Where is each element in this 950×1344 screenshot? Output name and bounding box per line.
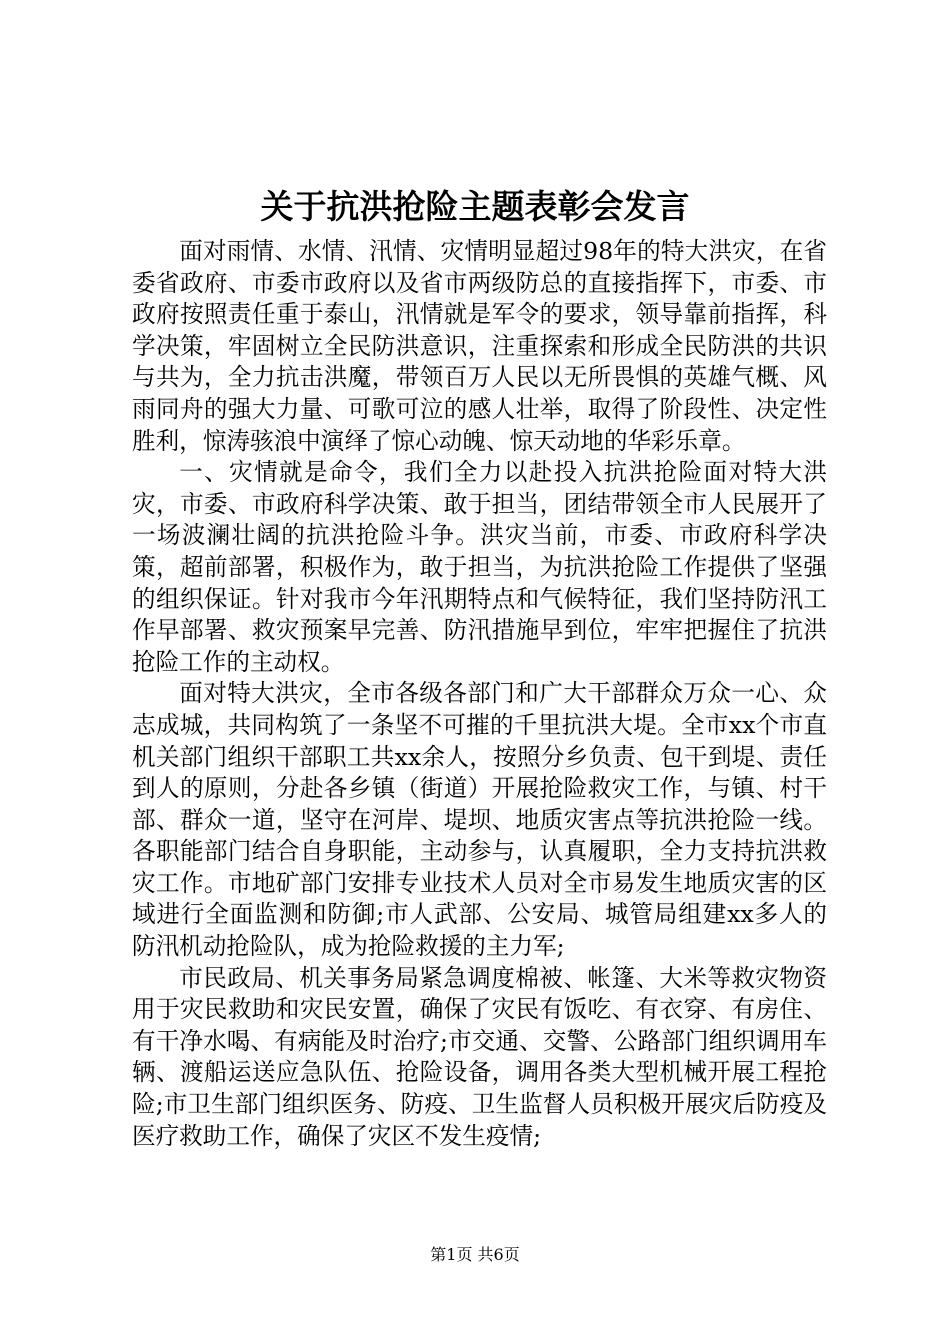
document-title: 关于抗洪抢险主题表彰会发言 [260, 187, 690, 226]
paragraph-4: 市民政局、机关事务局紧急调度棉被、帐篷、大米等救灾物资用于灾民救助和灾民安置，确保了灾民有饭吃、有衣穿、有房住、有干净水喝、有病能及时治疗;市交通、交警、公路部门组织调用车辆、渡船运送应急队伍、抢险设备，调用各类大型机械开展工程抢险;市卫生部门组织医务、防疫、卫生监督人员积极开展灾后防疫及医疗救助工作，确保了灾区不发生疫情; [132, 963, 827, 1150]
paragraph-3: 面对特大洪灾，全市各级各部门和广大干部群众万众一心、众志成城，共同构筑了一条坚不可摧的千里抗洪大堤。全市xx个市直机关部门组织干部职工共xx余人，按照分乡负责、包干到堤、责任到人的原则，分赴各乡镇（街道）开展抢险救灾工作，与镇、村干部、群众一道，坚守在河岸、堤坝、地质灾害点等抗洪抢险一线。各职能部门结合自身职能，主动参与，认真履职，全力支持抗洪救灾工作。市地矿部门安排专业技术人员对全市易发生地质灾害的区域进行全面监测和防御;市人武部、公安局、城管局组建xx多人的防汛机动抢险队，成为抢险救援的主力军; [132, 679, 827, 961]
page-number-footer: 第1页 共6页 [430, 1245, 520, 1264]
paragraph-1: 面对雨情、水情、汛情、灾情明显超过98年的特大洪灾，在省委省政府、市委市政府以及省市两级防总的直接指挥下，市委、市政府按照责任重于泰山，汛情就是军令的要求，领导靠前指挥，科学决策，牢固树立全民防洪意识，注重探索和形成全民防洪的共识与共为，全力抗击洪魔，带领百万人民以无所畏惧的英雄气概、风雨同舟的强大力量、可歌可泣的感人壮举，取得了阶段性、决定性胜利，惊涛骇浪中演绎了惊心动魄、惊天动地的华彩乐章。 [132, 237, 827, 455]
document-body [132, 236, 827, 1152]
paragraph-2: 一、灾情就是命令，我们全力以赴投入抗洪抢险面对特大洪灾，市委、市政府科学决策、敢于担当，团结带领全市人民展开了一场波澜壮阔的抗洪抢险斗争。洪灾当前，市委、市政府科学决策，超前部署，积极作为，敢于担当，为抗洪抢险工作提供了坚强的组织保证。针对我市今年汛期特点和气候特征，我们坚持防汛工作早部署、救灾预案早完善、防汛措施早到位，牢牢把握住了抗洪抢险工作的主动权。 [132, 458, 827, 676]
